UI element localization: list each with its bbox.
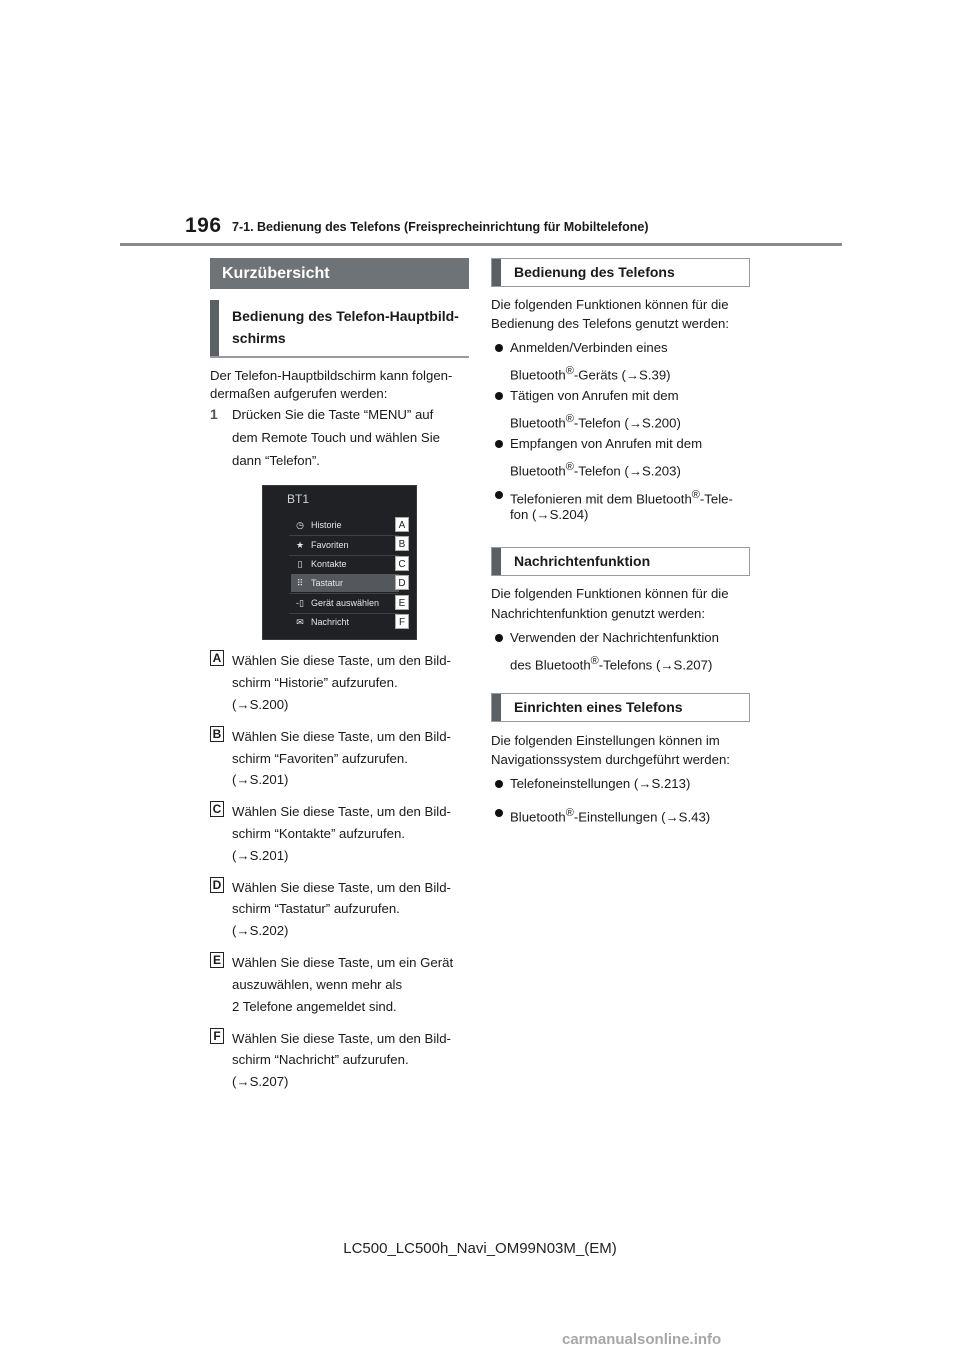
keypad-icon: ⠿ [296, 578, 304, 588]
item-c-line-1: Wählen Sie diese Taste, um den Bild- [232, 804, 451, 819]
item-marker-d: D [210, 877, 224, 893]
phone-select-icon: ‑▯ [296, 598, 304, 608]
subsection-tab [492, 259, 501, 286]
item-a-line-2: schirm “Historie” aufzurufen. [232, 675, 398, 690]
envelope-icon: ✉ [296, 617, 304, 627]
nachricht-intro-1: Die folgenden Funktionen können für die [491, 586, 729, 601]
subsection-heading-bedienung [491, 258, 750, 287]
subsection-heading-hauptbildschirm [210, 300, 469, 358]
bullet-1-line-1: Anmelden/Verbinden eines [510, 340, 668, 355]
screen-item-nachricht[interactable] [291, 613, 399, 631]
registered-mark: ® [691, 489, 700, 501]
subsection-heading-einrichten [491, 693, 750, 722]
clock-icon: ◷ [296, 520, 304, 530]
screen-item-label: Nachricht [311, 617, 350, 627]
bullet-7-line-1: Bluetooth®-Einstellungen (→S.43) [510, 807, 711, 825]
step-line-2: dem Remote Touch und wählen Sie [232, 430, 440, 445]
item-b-line-3: (→S.201) [232, 772, 289, 787]
screen-callout-f: F [395, 614, 409, 629]
bullet-dot [495, 392, 503, 400]
bullet-2-line-2: Bluetooth®-Telefon (→S.200) [510, 413, 681, 431]
step-line-3: dann “Telefon”. [232, 453, 320, 468]
item-f-line-3: (→S.207) [232, 1074, 289, 1089]
item-marker-e: E [210, 952, 224, 968]
bullet-4-line-2: fon (→S.204) [510, 507, 589, 522]
screen-item-label: Gerät auswählen [311, 598, 380, 608]
screen-item-label: Favoriten [311, 540, 349, 550]
item-e-line-1: Wählen Sie diese Taste, um ein Gerät [232, 955, 454, 970]
item-a-line-1: Wählen Sie diese Taste, um den Bild- [232, 653, 451, 668]
item-c-line-3: (→S.201) [232, 848, 289, 863]
subsection-tab [210, 300, 219, 356]
subsection-tab [492, 694, 501, 721]
step-number: 1 [210, 406, 218, 422]
bullet-5-line-1: Verwenden der Nachrichtenfunktion [510, 630, 719, 645]
einrichten-intro-2: Navigationssystem durchgeführt werden: [491, 752, 730, 767]
screen-item-label: Tastatur [311, 578, 344, 588]
bullet-3-line-1: Empfangen von Anrufen mit dem [510, 436, 703, 451]
screen-callout-b: B [395, 536, 409, 551]
bedienung-intro-2: Bedienung des Telefons genutzt werden: [491, 316, 730, 331]
item-marker-a: A [210, 650, 224, 666]
bullet-3-line-2: Bluetooth®-Telefon (→S.203) [510, 461, 681, 479]
star-icon: ★ [295, 540, 305, 550]
item-marker-c: C [210, 801, 224, 817]
registered-mark: ® [565, 807, 574, 819]
item-marker-b: B [210, 726, 224, 742]
item-d-line-1: Wählen Sie diese Taste, um den Bild- [232, 880, 451, 895]
bullet-dot [495, 780, 503, 788]
item-f-line-2: schirm “Nachricht” aufzurufen. [232, 1052, 409, 1067]
bullet-4-line-1: Telefonieren mit dem Bluetooth®-Tele- [510, 489, 733, 507]
page-number: 196 [185, 214, 222, 237]
header-rule [120, 243, 842, 246]
registered-mark: ® [565, 413, 574, 425]
bullet-2-line-1: Tätigen von Anrufen mit dem [510, 388, 679, 403]
subsection-title: Bedienung des Telefons [514, 264, 675, 280]
screen-callout-a: A [395, 517, 409, 532]
subsection-title-line2: schirms [232, 330, 286, 346]
bullet-dot [495, 344, 503, 352]
bullet-5-line-2: des Bluetooth®-Telefons (→S.207) [510, 655, 713, 673]
subsection-title: Einrichten eines Telefons [514, 699, 683, 715]
screen-item-label: Historie [311, 520, 342, 530]
screen-item-tastatur[interactable] [291, 574, 399, 592]
item-a-line-3: (→S.200) [232, 697, 289, 712]
nachricht-intro-2: Nachrichtenfunktion genutzt werden: [491, 606, 706, 621]
einrichten-intro-1: Die folgenden Einstellungen können im [491, 733, 720, 748]
registered-mark: ® [565, 461, 574, 473]
item-e-line-3: 2 Telefone angemeldet sind. [232, 999, 397, 1014]
bullet-6-line-1: Telefoneinstellungen (→S.213) [510, 776, 691, 791]
item-d-line-2: schirm “Tastatur” aufzurufen. [232, 901, 400, 916]
bedienung-intro-1: Die folgenden Funktionen können für die [491, 297, 729, 312]
registered-mark: ® [590, 655, 599, 667]
subsection-title: Nachrichtenfunktion [514, 553, 651, 569]
subsection-tab [492, 548, 501, 575]
registered-mark: ® [565, 365, 574, 377]
screen-title: BT1 [287, 492, 310, 506]
bullet-dot [495, 634, 503, 642]
screen-callout-e: E [395, 595, 409, 610]
screen-item-favoriten[interactable] [291, 536, 399, 554]
screen-callout-d: D [395, 575, 409, 590]
screen-item-historie[interactable] [291, 516, 399, 534]
book-icon: ▯ [297, 559, 303, 569]
bullet-dot [495, 809, 503, 817]
subsection-title-line1: Bedienung des Telefon-Hauptbild- [232, 308, 459, 324]
item-b-line-1: Wählen Sie diese Taste, um den Bild- [232, 729, 451, 744]
screen-item-geraet-auswaehlen[interactable] [291, 594, 399, 612]
step-line-1: Drücken Sie die Taste “MENU” auf [232, 407, 434, 422]
document-code: LC500_LC500h_Navi_OM99N03M_(EM) [343, 1240, 617, 1257]
bullet-dot [495, 491, 503, 499]
item-b-line-2: schirm “Favoriten” aufzurufen. [232, 751, 408, 766]
screen-callout-c: C [395, 556, 409, 571]
subsection-heading-nachrichtenfunktion [491, 547, 750, 576]
item-e-line-2: auszuwählen, wenn mehr als [232, 977, 403, 992]
item-c-line-2: schirm “Kontakte” aufzurufen. [232, 826, 405, 841]
screen-item-label: Kontakte [311, 559, 347, 569]
bullet-1-line-2: Bluetooth®-Geräts (→S.39) [510, 365, 671, 383]
phone-main-screen-illustration [262, 485, 417, 640]
intro-line-2: dermaßen aufgerufen werden: [210, 386, 388, 401]
item-d-line-3: (→S.202) [232, 923, 289, 938]
screen-item-kontakte[interactable] [291, 555, 399, 573]
item-f-line-1: Wählen Sie diese Taste, um den Bild- [232, 1031, 451, 1046]
item-marker-f: F [210, 1028, 224, 1044]
bullet-dot [495, 440, 503, 448]
section-title-kurzuebersicht: Kurzübersicht [210, 258, 469, 289]
watermark: carmanualsonline.info [562, 1331, 722, 1348]
chapter-title: 7-1. Bedienung des Telefons (Freisprecheinrichtung für Mobiltelefone) [232, 220, 649, 234]
intro-line-1: Der Telefon-Hauptbildschirm kann folgen- [210, 368, 453, 383]
